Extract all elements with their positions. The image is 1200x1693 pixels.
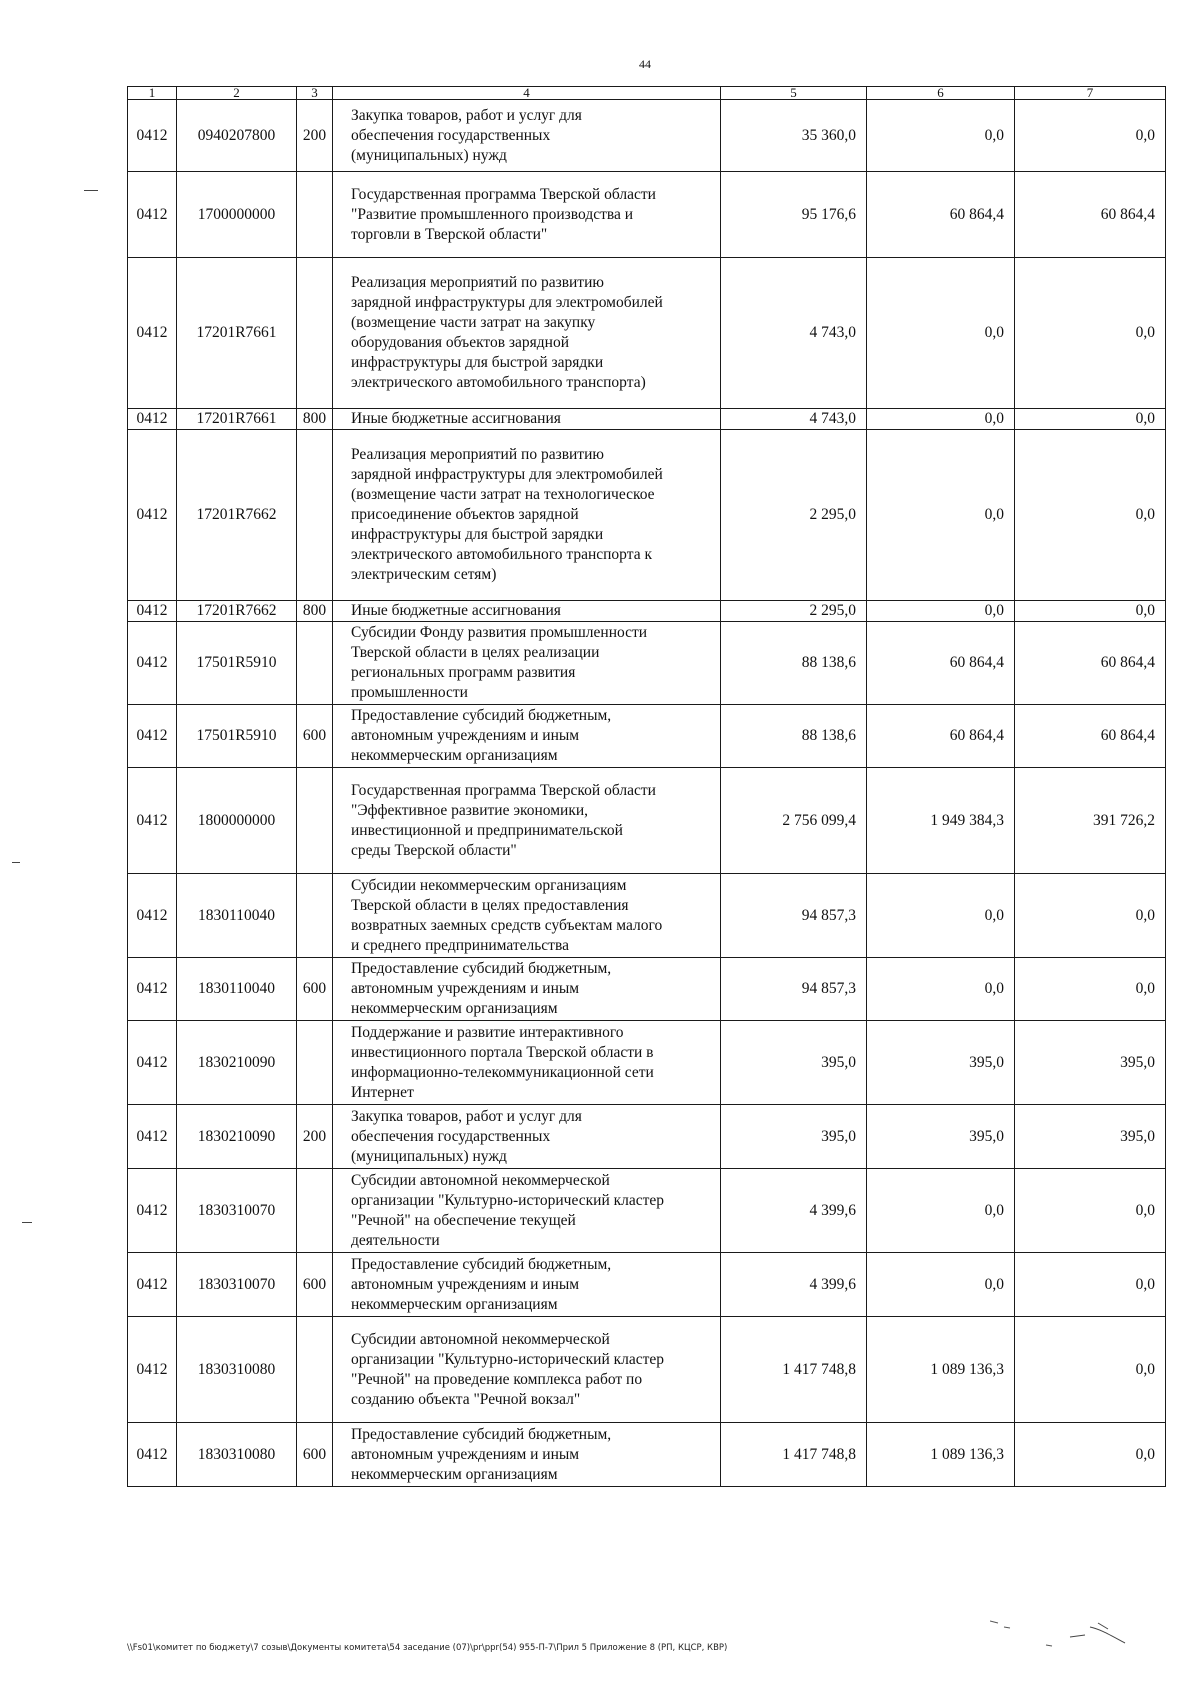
csr-cell: 1830310080 [177, 1423, 297, 1487]
table-row [128, 705, 1166, 768]
name-cell [333, 1105, 721, 1169]
value-2024-cell: 395,0 [867, 1105, 1015, 1169]
vr-cell: 200 [297, 100, 333, 172]
name-line: созданию объекта "Речной вокзал" [351, 1390, 581, 1408]
name-cell [333, 409, 721, 430]
value-2024-cell: 0,0 [867, 874, 1015, 958]
value-2024-cell: 60 864,4 [867, 622, 1015, 705]
name-cell [333, 100, 721, 172]
name-line: обеспечения государственных [351, 126, 551, 144]
csr-cell: 17201R7661 [177, 258, 297, 409]
razdel-cell: 0412 [128, 100, 177, 172]
value-2024-cell: 0,0 [867, 601, 1015, 622]
value-2025-cell: 0,0 [1015, 1317, 1166, 1423]
name-line: зарядной инфраструктуры для электромобилей [351, 294, 663, 311]
name-line: Субсидии автономной некоммерческой [351, 1171, 610, 1189]
csr-cell: 17201R7662 [177, 601, 297, 622]
razdel-cell: 0412 [128, 258, 177, 409]
value-2024-cell: 0,0 [867, 409, 1015, 430]
table-row [128, 1105, 1166, 1169]
name-line: возвратных заемных средств субъектам малого [351, 916, 663, 934]
vr-cell [297, 430, 333, 601]
csr-cell: 17501R5910 [177, 705, 297, 768]
name-line: Поддержание и развитие интерактивного [351, 1023, 624, 1041]
name-line: Государственная программа Тверской области [351, 185, 656, 203]
name-line: Субсидии автономной некоммерческой [351, 1330, 610, 1348]
value-2025-cell: 60 864,4 [1015, 705, 1166, 768]
csr-cell: 1830110040 [177, 958, 297, 1021]
value-2024-cell: 1 089 136,3 [867, 1317, 1015, 1423]
column-header: 2 [177, 87, 297, 100]
razdel-cell: 0412 [128, 409, 177, 430]
value-2023-cell: 4 743,0 [721, 409, 867, 430]
name-line: некоммерческим организациям [351, 1465, 558, 1483]
value-2023-cell: 94 857,3 [721, 958, 867, 1021]
table-row [128, 874, 1166, 958]
table-row [128, 622, 1166, 705]
name-line: торговли в Тверской области" [351, 225, 548, 243]
razdel-cell: 0412 [128, 1253, 177, 1317]
name-line: Тверской области в целях реализации [351, 644, 600, 661]
vr-cell: 600 [297, 1253, 333, 1317]
value-2023-cell: 395,0 [721, 1105, 867, 1169]
value-2025-cell: 0,0 [1015, 958, 1166, 1021]
name-line: зарядной инфраструктуры для электромобилей [351, 466, 663, 483]
vr-cell [297, 622, 333, 705]
name-cell [333, 1021, 721, 1105]
name-line: "Эффективное развитие экономики, [351, 801, 589, 819]
name-line: промышленности [351, 684, 468, 701]
csr-cell: 1830310070 [177, 1253, 297, 1317]
name-line: Закупка товаров, работ и услуг для [351, 1107, 582, 1125]
vr-cell [297, 1317, 333, 1423]
vr-cell [297, 768, 333, 874]
name-cell [333, 622, 721, 705]
vr-cell [297, 1021, 333, 1105]
name-cell [333, 1423, 721, 1487]
value-2025-cell: 0,0 [1015, 874, 1166, 958]
name-line: среды Тверской области" [351, 841, 517, 859]
vr-cell [297, 1169, 333, 1253]
name-line: Государственная программа Тверской области [351, 781, 656, 799]
razdel-cell: 0412 [128, 1423, 177, 1487]
razdel-cell: 0412 [128, 1021, 177, 1105]
csr-cell: 17201R7662 [177, 430, 297, 601]
value-2024-cell: 60 864,4 [867, 705, 1015, 768]
csr-cell: 1830110040 [177, 874, 297, 958]
name-line: (муниципальных) нужд [351, 146, 507, 164]
name-line: Иные бюджетные ассигнования [351, 410, 561, 427]
table-row [128, 1423, 1166, 1487]
vr-cell [297, 172, 333, 258]
value-2025-cell: 0,0 [1015, 1169, 1166, 1253]
name-cell [333, 601, 721, 622]
value-2023-cell: 395,0 [721, 1021, 867, 1105]
name-line: организации "Культурно-исторический кластер [351, 1350, 665, 1368]
value-2025-cell: 60 864,4 [1015, 622, 1166, 705]
table-row [128, 430, 1166, 601]
name-cell [333, 705, 721, 768]
value-2024-cell: 0,0 [867, 258, 1015, 409]
name-line: Реализация мероприятий по развитию [351, 446, 604, 463]
name-line: инвестиционной и предпринимательской [351, 821, 623, 839]
name-line: инвестиционного портала Тверской области в [351, 1043, 654, 1061]
name-line: автономным учреждениям и иным [351, 1275, 580, 1293]
footer-file-path: \\Fs01\комитет по бюджету\7 созыв\Документы комитета\54 заседание (07)\pr\ppr(54) 955-П-7\Прил 5 Приложение 8 (РП, КЦСР, КВР) [127, 1643, 728, 1653]
value-2025-cell: 395,0 [1015, 1021, 1166, 1105]
vr-cell: 800 [297, 601, 333, 622]
razdel-cell: 0412 [128, 1105, 177, 1169]
name-cell [333, 430, 721, 601]
value-2024-cell: 0,0 [867, 1169, 1015, 1253]
table-row [128, 1169, 1166, 1253]
name-line: "Речной" на обеспечение текущей [351, 1211, 576, 1229]
razdel-cell: 0412 [128, 430, 177, 601]
value-2023-cell: 88 138,6 [721, 622, 867, 705]
value-2024-cell: 1 089 136,3 [867, 1423, 1015, 1487]
value-2024-cell: 395,0 [867, 1021, 1015, 1105]
name-cell [333, 1169, 721, 1253]
name-line: электрическим сетям) [351, 566, 497, 583]
csr-cell: 1830210090 [177, 1105, 297, 1169]
name-line: организации "Культурно-исторический кластер [351, 1191, 665, 1209]
value-2024-cell: 0,0 [867, 430, 1015, 601]
vr-cell: 200 [297, 1105, 333, 1169]
name-line: некоммерческим организациям [351, 1000, 558, 1017]
name-line: обеспечения государственных [351, 1127, 551, 1145]
name-line: Закупка товаров, работ и услуг для [351, 106, 582, 124]
budget-table [127, 86, 1166, 1487]
name-line: некоммерческим организациям [351, 1295, 558, 1313]
name-cell [333, 874, 721, 958]
table-row [128, 172, 1166, 258]
column-header: 5 [721, 87, 867, 100]
razdel-cell: 0412 [128, 622, 177, 705]
name-line: информационно-телекоммуникационной сети [351, 1063, 654, 1081]
csr-cell: 17501R5910 [177, 622, 297, 705]
table-row [128, 601, 1166, 622]
name-cell [333, 1317, 721, 1423]
page-number: 44 [639, 57, 651, 71]
name-line: электрического автомобильного транспорта к [351, 546, 652, 563]
name-line: Реализация мероприятий по развитию [351, 274, 604, 291]
vr-cell: 600 [297, 1423, 333, 1487]
name-line: присоединение объектов зарядной [351, 506, 579, 523]
table-row [128, 1021, 1166, 1105]
name-cell [333, 768, 721, 874]
value-2025-cell: 0,0 [1015, 258, 1166, 409]
table-header-row [128, 87, 1166, 100]
value-2024-cell: 0,0 [867, 100, 1015, 172]
table-row [128, 958, 1166, 1021]
value-2023-cell: 88 138,6 [721, 705, 867, 768]
column-header: 3 [297, 87, 333, 100]
vr-cell: 600 [297, 705, 333, 768]
value-2025-cell: 391 726,2 [1015, 768, 1166, 874]
name-cell [333, 172, 721, 258]
value-2023-cell: 95 176,6 [721, 172, 867, 258]
table-row [128, 258, 1166, 409]
value-2024-cell: 60 864,4 [867, 172, 1015, 258]
value-2023-cell: 1 417 748,8 [721, 1423, 867, 1487]
column-header: 6 [867, 87, 1015, 100]
value-2023-cell: 4 399,6 [721, 1169, 867, 1253]
razdel-cell: 0412 [128, 1317, 177, 1423]
table-row [128, 100, 1166, 172]
vr-cell [297, 874, 333, 958]
name-line: Интернет [351, 1083, 414, 1101]
name-line: и среднего предпринимательства [351, 936, 569, 954]
csr-cell: 1830210090 [177, 1021, 297, 1105]
name-line: (муниципальных) нужд [351, 1147, 507, 1165]
name-line: региональных программ развития [351, 664, 576, 681]
name-line: Тверской области в целях предоставления [351, 896, 629, 914]
value-2025-cell: 395,0 [1015, 1105, 1166, 1169]
name-line: Предоставление субсидий бюджетным, [351, 960, 612, 977]
value-2024-cell: 1 949 384,3 [867, 768, 1015, 874]
name-line: оборудования объектов зарядной [351, 334, 570, 351]
razdel-cell: 0412 [128, 705, 177, 768]
name-cell [333, 958, 721, 1021]
handwritten-mark [990, 1615, 1140, 1655]
name-line: автономным учреждениям и иным [351, 1445, 580, 1463]
name-line: инфраструктуры для быстрой зарядки [351, 354, 604, 371]
table-row [128, 1317, 1166, 1423]
value-2025-cell: 0,0 [1015, 100, 1166, 172]
razdel-cell: 0412 [128, 172, 177, 258]
name-line: электрического автомобильного транспорта) [351, 374, 646, 391]
value-2023-cell: 94 857,3 [721, 874, 867, 958]
name-line: инфраструктуры для быстрой зарядки [351, 526, 604, 543]
column-header: 4 [333, 87, 721, 100]
name-line: Предоставление субсидий бюджетным, [351, 1255, 612, 1273]
name-line: Субсидии Фонду развития промышленности [351, 624, 648, 641]
value-2025-cell: 0,0 [1015, 1423, 1166, 1487]
value-2023-cell: 4 743,0 [721, 258, 867, 409]
vr-cell: 600 [297, 958, 333, 1021]
name-cell [333, 258, 721, 409]
csr-cell: 1830310080 [177, 1317, 297, 1423]
value-2024-cell: 0,0 [867, 1253, 1015, 1317]
name-cell [333, 1253, 721, 1317]
margin-mark [22, 1222, 32, 1223]
value-2023-cell: 2 295,0 [721, 430, 867, 601]
csr-cell: 1700000000 [177, 172, 297, 258]
value-2024-cell: 0,0 [867, 958, 1015, 1021]
name-line: "Речной" на проведение комплекса работ по [351, 1370, 643, 1388]
razdel-cell: 0412 [128, 958, 177, 1021]
value-2025-cell: 0,0 [1015, 409, 1166, 430]
razdel-cell: 0412 [128, 874, 177, 958]
csr-cell: 0940207800 [177, 100, 297, 172]
csr-cell: 17201R7661 [177, 409, 297, 430]
name-line: Предоставление субсидий бюджетным, [351, 707, 612, 724]
value-2025-cell: 0,0 [1015, 601, 1166, 622]
margin-mark [84, 190, 98, 191]
name-line: (возмещение части затрат на технологическое [351, 486, 655, 503]
name-line: Иные бюджетные ассигнования [351, 602, 561, 619]
column-header: 7 [1015, 87, 1166, 100]
name-line: Субсидии некоммерческим организациям [351, 876, 627, 894]
name-line: деятельности [351, 1231, 440, 1249]
column-header: 1 [128, 87, 177, 100]
value-2023-cell: 2 756 099,4 [721, 768, 867, 874]
vr-cell [297, 258, 333, 409]
vr-cell: 800 [297, 409, 333, 430]
csr-cell: 1800000000 [177, 768, 297, 874]
name-line: "Развитие промышленного производства и [351, 205, 634, 223]
value-2023-cell: 4 399,6 [721, 1253, 867, 1317]
value-2025-cell: 60 864,4 [1015, 172, 1166, 258]
table-row [128, 1253, 1166, 1317]
razdel-cell: 0412 [128, 1169, 177, 1253]
table-row [128, 409, 1166, 430]
razdel-cell: 0412 [128, 768, 177, 874]
name-line: Предоставление субсидий бюджетным, [351, 1425, 612, 1443]
name-line: (возмещение части затрат на закупку [351, 314, 596, 331]
csr-cell: 1830310070 [177, 1169, 297, 1253]
value-2023-cell: 1 417 748,8 [721, 1317, 867, 1423]
name-line: некоммерческим организациям [351, 747, 558, 764]
name-line: автономным учреждениям и иным [351, 727, 580, 744]
value-2023-cell: 2 295,0 [721, 601, 867, 622]
value-2025-cell: 0,0 [1015, 430, 1166, 601]
value-2023-cell: 35 360,0 [721, 100, 867, 172]
table-row [128, 768, 1166, 874]
margin-mark [12, 862, 20, 863]
name-line: автономным учреждениям и иным [351, 980, 580, 997]
razdel-cell: 0412 [128, 601, 177, 622]
value-2025-cell: 0,0 [1015, 1253, 1166, 1317]
